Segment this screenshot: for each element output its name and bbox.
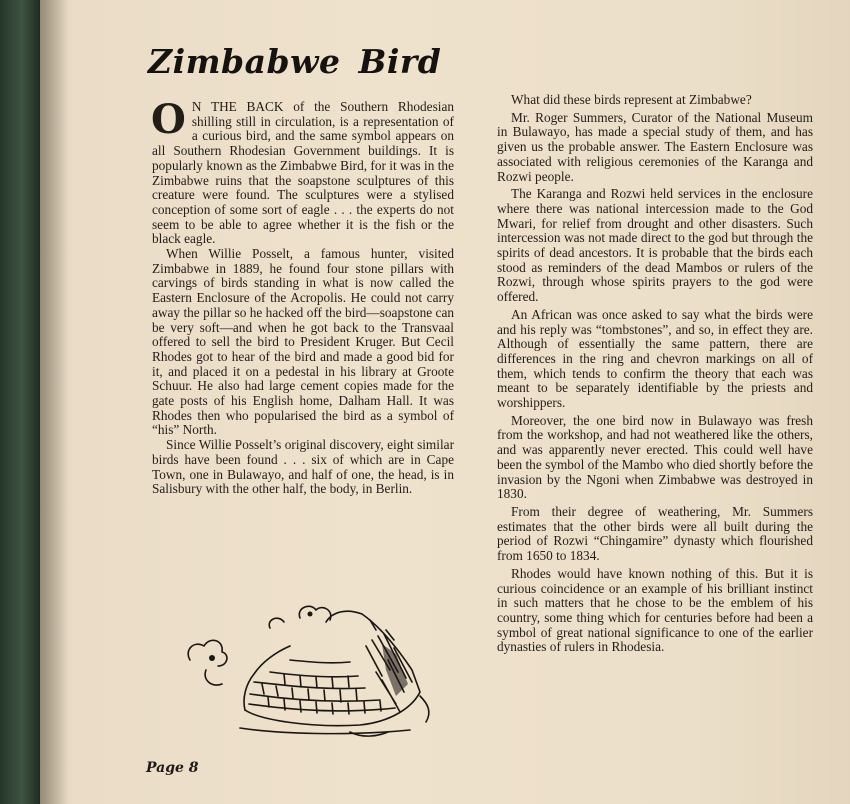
paragraph: What did these birds represent at Zimbabwe?: [511, 92, 752, 107]
paragraph: Mr. Roger Summers, Curator of the National Museum in Bulawayo, has made a special study of them, and has given us the probable answer. The Eastern Enclosure was associated with religious ceremonies of the Karanga and Rozwi people.: [497, 109, 813, 184]
right-column: [497, 93, 813, 658]
left-column: [151, 96, 454, 497]
drop-cap: O: [151, 96, 186, 143]
paragraph: An African was once asked to say what the birds were and his reply was “tombstones”, and so, in effect they are. Although of essentially the same pattern, there are differences in the ring and chevron markings on all of them, which tends to confirm the theory that each was meant to be separately identifiable by the priests and worshippers.: [497, 306, 813, 411]
paragraph: From their degree of weathering, Mr. Summers estimates that the other birds were all built during the period of Rozwi “Chingamire” dynasty which flourished from 1650 to 1834.: [497, 503, 813, 564]
paragraph: When Willie Posselt, a famous hunter, visited Zimbabwe in 1889, he found four stone pillars with carvings of birds standing in what is now called the Eastern Enclosure of the Acropolis. He could not carry away the pillar so he hacked off the bird—soapstone can be very soft—and when he got back to the Transvaal offered to sell the bird to President Kruger. But Cecil Rhodes got to hear of the bird and made a good bid for it, and placed it on a pedestal in his library at Groote Schuur. He also had large cement copies made for the gate posts of his English home, Dalham Hall. It was Rhodes then who popularised the bird as a symbol of “his” North.: [152, 246, 454, 438]
lead-paragraph: [151, 96, 454, 247]
paragraph: Rhodes would have known nothing of this. But it is curious coincidence or an example of his brilliant instinct in such matters that he chose to be the emblem of his country, some thing which for centuries before had been a symbol of great national significance to one of the earlier dynasties of rulers in Rhodesia.: [497, 565, 813, 655]
page-number: Page 8: [146, 760, 199, 776]
ruins-sketch-illustration: [150, 600, 450, 740]
paragraph: The Karanga and Rozwi held services in the enclosure where there was national intercession made to the God Mwari, for relief from drought and other disasters. Such intercession was not made direct to the god but through the spirits of dead ancestors. It is probable that the birds each stood as reminders of the dead Mambos or rulers of the Rozwi, through whose spirits prayers to the god were offered.: [497, 186, 813, 305]
article-title: Zimbabwe Bird: [148, 42, 442, 81]
book-binding: [0, 0, 40, 804]
gutter-shadow: [40, 0, 68, 804]
paragraph: Moreover, the one bird now in Bulawayo was fresh from the workshop, and had not weathered like the others, and was apparently never erected. This could well have been the symbol of the Mambo who died shortly before the invasion by the Ngoni when Zimbabwe was destroyed in 1830.: [497, 412, 813, 502]
paragraph-text: N THE BACK of the Southern Rhodesian shilling still in circulation, is a representation of a curious bird, and the same symbol appears on all Southern Rhodesian Government buildings. It is popularly known as the Zimbabwe Bird, for it was in the Zimbabwe ruins that the soapstone sculptures of this creature were found. The sculptures were a stylised conception of some sort of eagle . . . the experts do not seem to be able to agree whether it is the fish or the black eagle.: [152, 99, 454, 247]
magazine-page: [40, 0, 850, 804]
paragraph: Since Willie Posselt’s original discovery, eight similar birds have been found . . . six of which are in Cape Town, one in Bulawayo, and half of one, the head, is in Salisbury with the other half, the body, in Berlin.: [152, 437, 454, 497]
